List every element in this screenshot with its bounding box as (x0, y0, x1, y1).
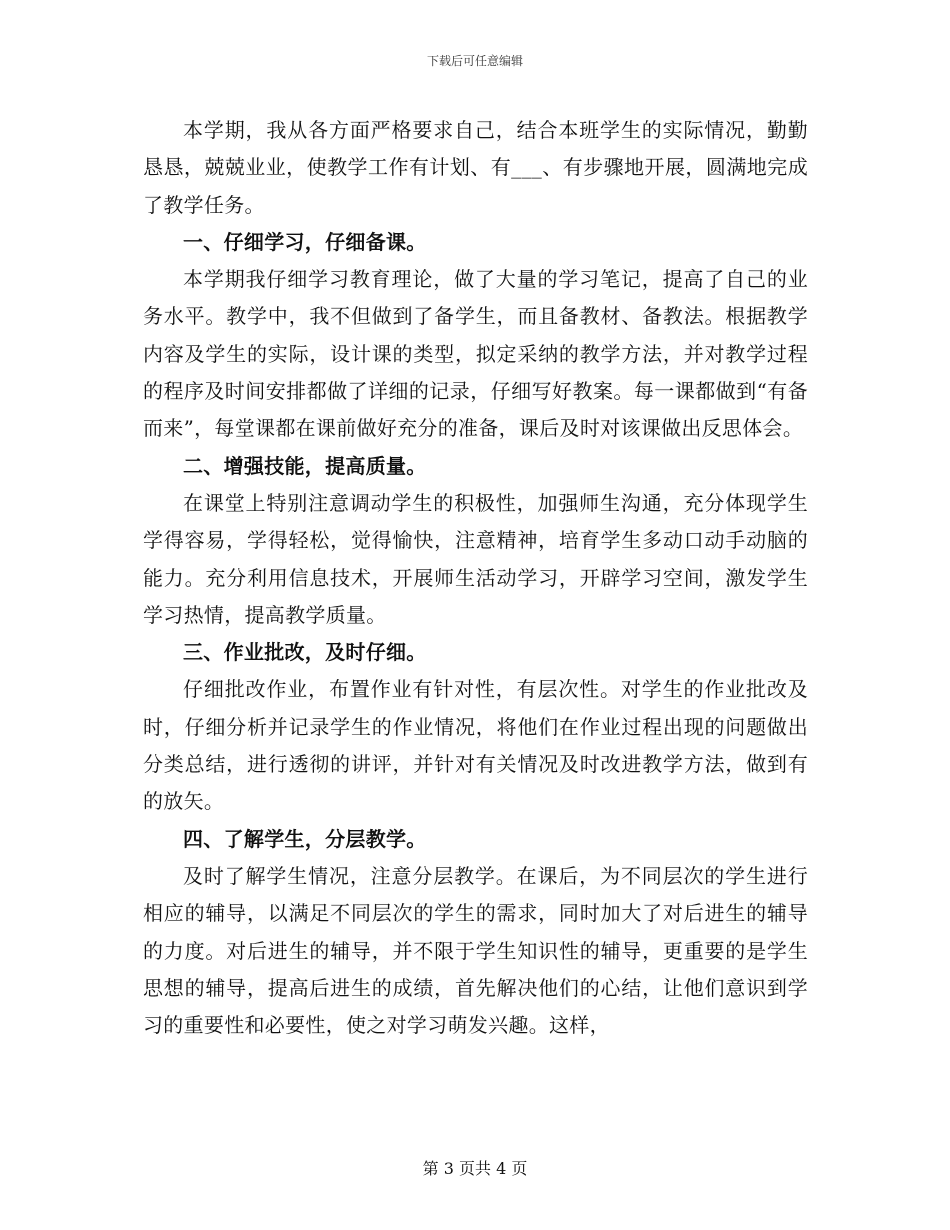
page-header: 下载后可任意编辑 (426, 54, 523, 68)
section-heading-1: 一、仔细学习，仔细备课。 (183, 229, 427, 254)
section-heading-4: 四、了解学生，分层教学。 (183, 826, 427, 851)
section-paragraph-1: 本学期我仔细学习教育理论，做了大量的学习笔记，提高了自己的业务水平。教学中，我不但做到了备学生，而且备教材、备教法。根据教学内容及学生的实际，设计课的类型，拟定采纳的教学方法，并对教学过程的程序及时间安排都做了详细的记录，仔细写好教案。每一课都做到“有备而来”，每堂课都在课前做好充分的准备，课后及时对该课做出反思体会。 (143, 267, 808, 441)
section-paragraph-4: 及时了解学生情况，注意分层教学。在课后，为不同层次的学生进行相应的辅导，以满足不同层次的学生的需求，同时加大了对后进生的辅导的力度。对后进生的辅导，并不限于学生知识性的辅导，更重要的是学生思想的辅导，提高后进生的成绩，首先解决他们的心结，让他们意识到学习的重要性和必要性，使之对学习萌发兴趣。这样， (143, 863, 808, 1038)
section-heading-3: 三、作业批改，及时仔细。 (183, 640, 427, 665)
page-number: 第 3 页共 4 页 (422, 1159, 528, 1178)
section-heading-2: 二、增强技能，提高质量。 (183, 453, 427, 478)
intro-paragraph: 本学期，我从各方面严格要求自己，结合本班学生的实际情况，勤勤恳恳，兢兢业业，使教学工作有计划、有___、有步骤地开展，圆满地完成了教学任务。 (143, 118, 808, 217)
section-paragraph-3: 仔细批改作业，布置作业有针对性，有层次性。对学生的作业批改及时，仔细分析并记录学生的作业情况，将他们在作业过程出现的问题做出分类总结，进行透彻的讲评，并针对有关情况及时改进教学方法，做到有的放矢。 (143, 677, 808, 814)
document-body (143, 112, 808, 1044)
section-paragraph-2: 在课堂上特别注意调动学生的积极性，加强师生沟通，充分体现学生学得容易，学得轻松，觉得愉快，注意精神，培育学生多动口动手动脑的能力。充分利用信息技术，开展师生活动学习，开辟学习空间，激发学生学习热情，提高教学质量。 (143, 490, 808, 627)
